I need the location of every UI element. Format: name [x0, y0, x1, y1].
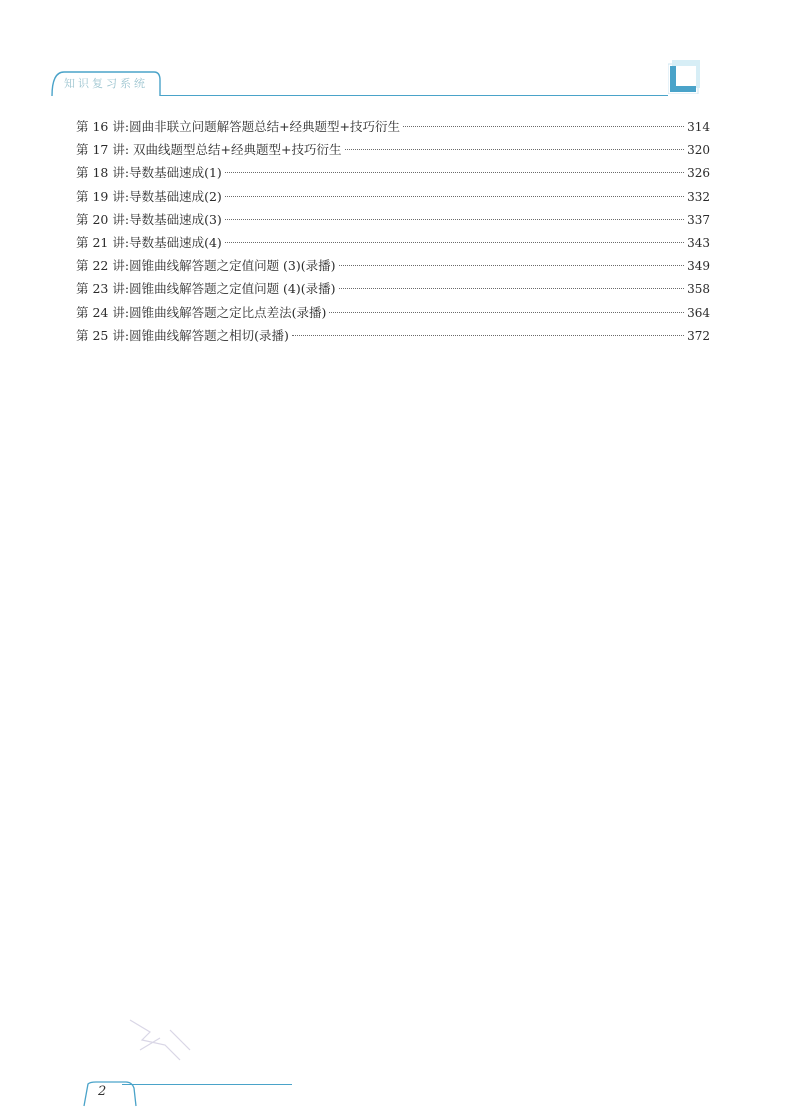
toc-entry-title: 第 25 讲:圆锥曲线解答题之相切(录播): [76, 327, 289, 343]
toc-entry-title: 第 23 讲:圆锥曲线解答题之定值问题 (4)(录播): [76, 281, 336, 297]
toc-entry[interactable]: [76, 161, 710, 184]
footer-page-tab: [82, 1080, 136, 1106]
dot-leader: [403, 126, 684, 127]
footer-rule: [122, 1084, 292, 1085]
dot-leader: [345, 149, 685, 150]
dot-leader: [225, 242, 684, 243]
toc-entry[interactable]: [76, 138, 710, 161]
toc-entry-page: 364: [687, 305, 710, 320]
toc-entry-title: 第 18 讲:导数基础速成(1): [76, 165, 222, 181]
toc-entry-title: 第 17 讲: 双曲线题型总结+经典题型+技巧衍生: [76, 142, 342, 158]
toc-entry-page: 320: [687, 143, 710, 158]
toc-entry[interactable]: [76, 231, 710, 254]
toc-entry[interactable]: [76, 115, 710, 138]
toc-entry[interactable]: [76, 254, 710, 277]
toc-entry[interactable]: [76, 208, 710, 231]
dot-leader: [329, 312, 684, 313]
header-rule: [160, 95, 668, 96]
dot-leader: [292, 335, 684, 336]
square-logo-icon: [668, 60, 702, 94]
toc-entry[interactable]: [76, 324, 710, 347]
toc-entry[interactable]: [76, 185, 710, 208]
toc-entry-title: 第 20 讲:导数基础速成(3): [76, 211, 222, 227]
toc-entry-page: 372: [687, 328, 710, 343]
dot-leader: [225, 172, 684, 173]
toc-entry-title: 第 21 讲:导数基础速成(4): [76, 234, 222, 250]
toc-entry-page: 349: [687, 259, 710, 274]
dot-leader: [339, 265, 685, 266]
toc-entry[interactable]: [76, 277, 710, 300]
toc-entry-title: 第 16 讲:圆曲非联立问题解答题总结+经典题型+技巧衍生: [76, 119, 401, 134]
footer-tab-outline: [82, 1080, 138, 1108]
toc-entry-page: 326: [687, 166, 710, 181]
header-section-tab: [50, 70, 160, 96]
toc-entry-title: 第 22 讲:圆锥曲线解答题之定值问题 (3)(录播): [76, 258, 336, 274]
toc-entry-title: 第 24 讲:圆锥曲线解答题之定比点差法(录播): [76, 304, 327, 320]
toc-entry-page: 314: [687, 120, 710, 134]
toc-entry-page: 337: [687, 212, 710, 227]
dot-leader: [339, 288, 685, 289]
toc-entry-title: 第 19 讲:导数基础速成(2): [76, 188, 222, 204]
scan-smudge: [120, 1010, 210, 1070]
table-of-contents: [76, 115, 710, 347]
toc-entry-page: 343: [687, 235, 710, 250]
toc-entry-page: 332: [687, 189, 710, 204]
page-number: 2: [98, 1084, 107, 1099]
toc-entry[interactable]: [76, 301, 710, 324]
dot-leader: [225, 196, 684, 197]
dot-leader: [225, 219, 684, 220]
header-section-label: 知识复习系统: [64, 77, 148, 90]
toc-entry-page: 358: [687, 282, 710, 297]
